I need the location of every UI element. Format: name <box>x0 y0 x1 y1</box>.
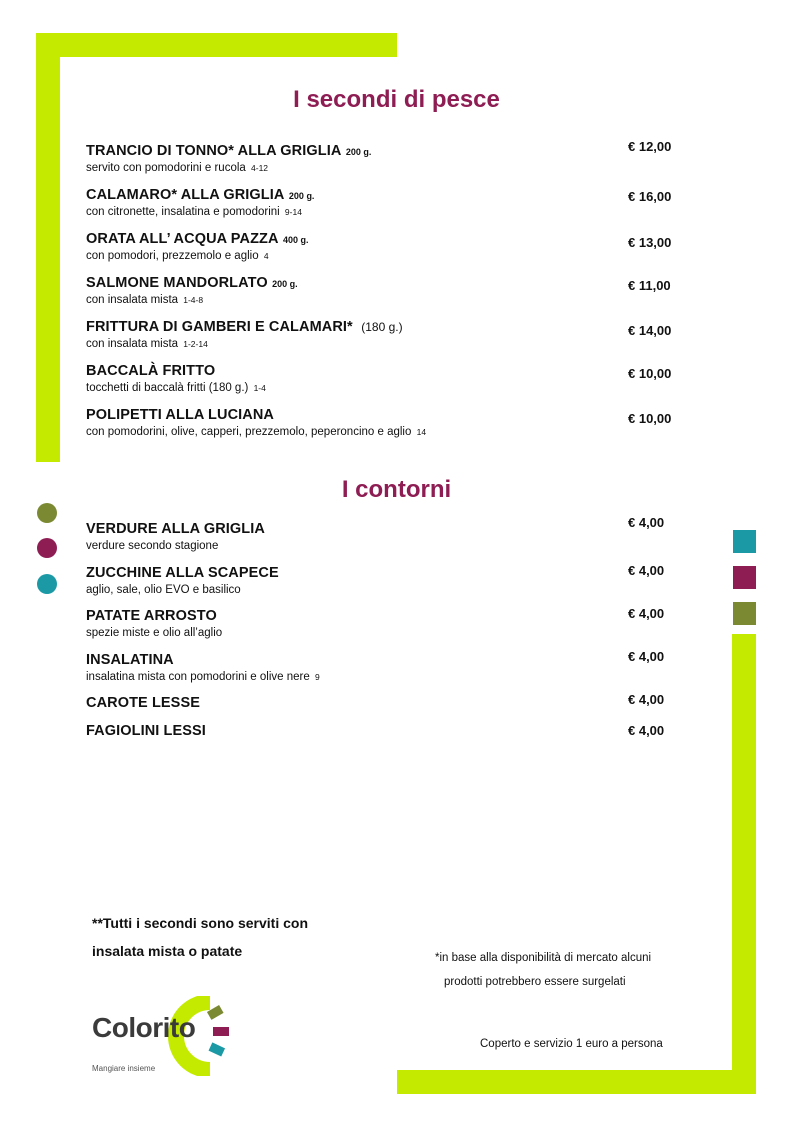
menu-item <box>86 406 606 440</box>
item-description: con citronette, insalatina e pomodorini <box>86 206 280 218</box>
menu-item <box>86 142 606 176</box>
item-price: € 4,00 <box>628 723 665 738</box>
section-title-secondi: I secondi di pesce <box>293 86 500 113</box>
item-allergens: 1-4-8 <box>183 295 204 305</box>
item-price: € 4,00 <box>628 515 665 530</box>
menu-item <box>86 362 606 396</box>
item-price: € 10,00 <box>628 366 672 381</box>
item-allergens: 4-12 <box>251 163 269 173</box>
section-title-contorni: I contorni <box>341 476 452 503</box>
item-description: aglio, sale, olio EVO e basilico <box>86 584 241 596</box>
coperto-note: Coperto e servizio 1 euro a persona <box>480 1038 663 1050</box>
item-description: spezie miste e olio all’aglio <box>86 627 223 639</box>
frozen-note-line1: *in base alla disponibilità di mercato alcuni <box>435 952 652 964</box>
menu-item <box>86 274 606 308</box>
item-name: TRANCIO DI TONNO* ALLA GRIGLIA <box>86 143 342 159</box>
item-name: CAROTE LESSE <box>86 695 200 711</box>
magenta-dot <box>37 538 57 558</box>
item-quantity: 200 g. <box>272 279 298 289</box>
item-price: € 4,00 <box>628 606 665 621</box>
item-name: ORATA ALL’ ACQUA PAZZA <box>86 231 279 247</box>
item-allergens: 9 <box>314 672 320 682</box>
item-quantity: 400 g. <box>283 235 309 245</box>
item-price: € 13,00 <box>628 235 672 250</box>
item-description: servito con pomodorini e rucola <box>86 162 246 174</box>
item-price: € 10,00 <box>628 411 672 426</box>
item-name: VERDURE ALLA GRIGLIA <box>86 521 265 537</box>
teal-dot <box>37 574 57 594</box>
item-allergens: 14 <box>416 427 427 437</box>
item-allergens: 9-14 <box>284 207 302 217</box>
item-allergens: 1-4 <box>253 383 266 393</box>
menu-item <box>86 694 606 712</box>
item-quantity: (180 g.) <box>361 320 403 334</box>
frozen-note-line2: prodotti potrebbero essere surgelati <box>444 976 626 988</box>
menu-item <box>86 186 606 220</box>
frame-right-bar <box>732 634 756 1094</box>
item-allergens: 1-2-14 <box>183 339 208 349</box>
item-name: BACCALÀ FRITTO <box>86 363 216 379</box>
menu-item <box>86 318 606 352</box>
item-price: € 14,00 <box>628 323 672 338</box>
item-name: PATATE ARROSTO <box>86 608 217 624</box>
item-price: € 12,00 <box>628 139 672 154</box>
item-allergens: 4 <box>263 251 269 261</box>
item-price: € 4,00 <box>628 563 665 578</box>
item-name: CALAMARO* ALLA GRIGLIA <box>86 187 285 203</box>
item-name: SALMONE MANDORLATO <box>86 275 268 291</box>
item-price: € 11,00 <box>628 278 671 293</box>
magenta-square <box>733 566 756 589</box>
item-description: con insalata mista <box>86 294 179 306</box>
item-name: ZUCCHINE ALLA SCAPECE <box>86 565 279 581</box>
item-quantity: 200 g. <box>288 191 315 201</box>
logo-tagline: Mangiare insieme <box>92 1064 156 1073</box>
served-with-note-line2: insalata mista o patate <box>92 943 243 959</box>
item-description: con insalata mista <box>86 338 179 350</box>
olive-dot <box>37 503 57 523</box>
item-name: FRITTURA DI GAMBERI E CALAMARI* <box>86 319 353 335</box>
item-description: insalatina mista con pomodorini e olive nere <box>86 671 310 683</box>
olive-square <box>733 602 756 625</box>
logo-name: Colorito <box>92 1012 196 1043</box>
menu-item <box>86 230 606 264</box>
item-name: FAGIOLINI LESSI <box>86 723 206 739</box>
item-name: POLIPETTI ALLA LUCIANA <box>86 407 275 423</box>
item-description: verdure secondo stagione <box>86 540 219 552</box>
frame-bottom-bar <box>397 1070 756 1094</box>
item-price: € 4,00 <box>628 649 665 664</box>
teal-square <box>733 530 756 553</box>
menu-item <box>86 607 606 641</box>
served-with-note-line1: **Tutti i secondi sono serviti con <box>92 915 308 931</box>
menu-item <box>86 564 606 598</box>
item-price: € 4,00 <box>628 692 665 707</box>
item-description: con pomodorini, olive, capperi, prezzemolo, peperoncino e aglio <box>86 426 412 438</box>
item-price: € 16,00 <box>628 189 672 204</box>
item-name: INSALATINA <box>86 652 174 668</box>
item-description: con pomodori, prezzemolo e aglio <box>86 250 259 262</box>
menu-item <box>86 722 606 740</box>
menu-item <box>86 520 606 554</box>
frame-top-bar <box>36 33 397 57</box>
item-quantity: 200 g. <box>345 147 372 157</box>
menu-item <box>86 651 606 685</box>
item-description: tocchetti di baccalà fritti (180 g.) <box>86 382 249 394</box>
